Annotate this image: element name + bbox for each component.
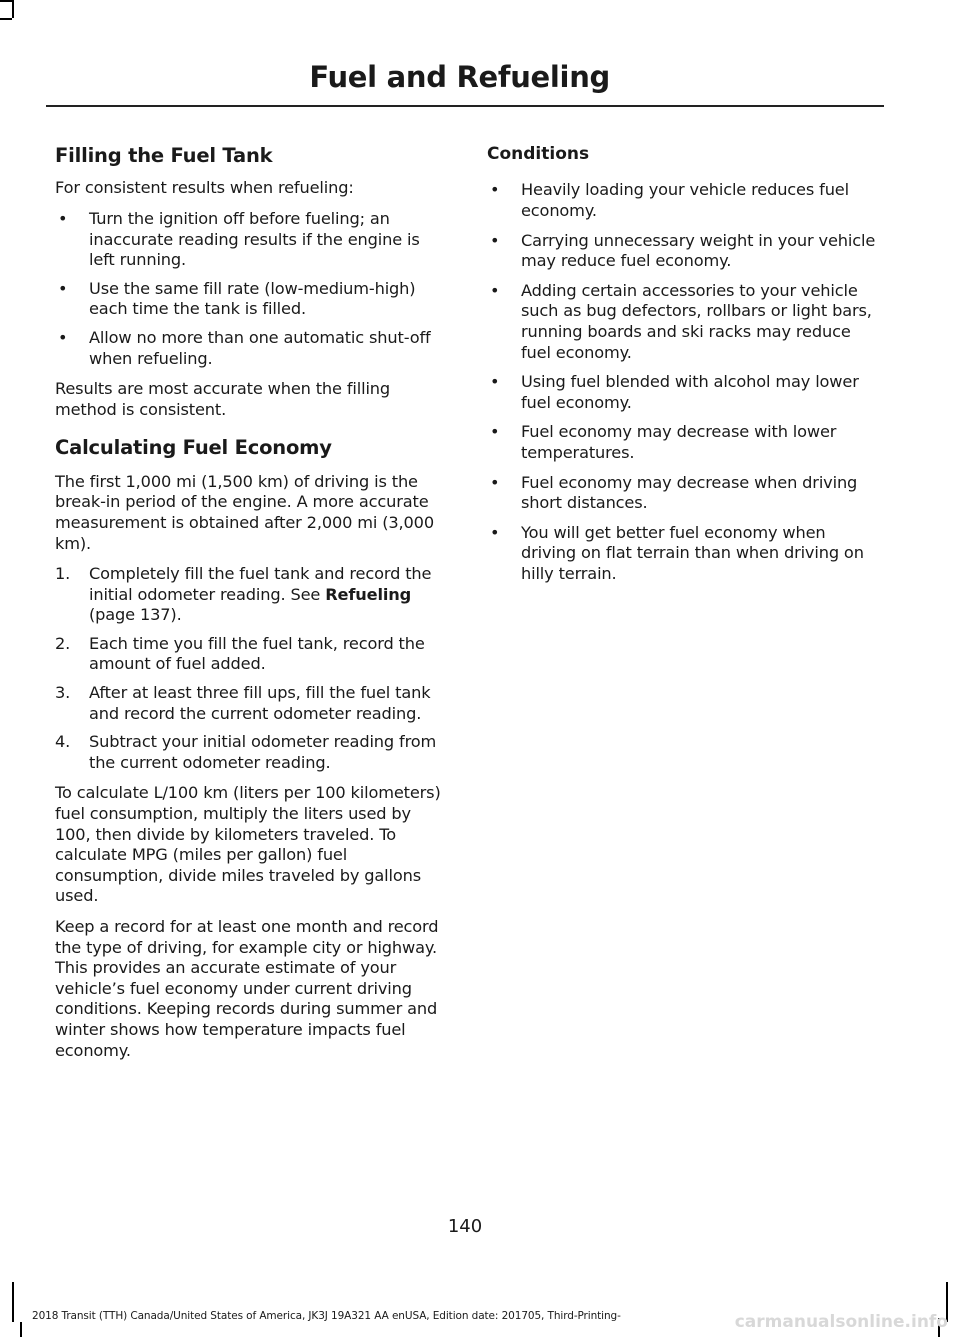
calculation-paragraph: To calculate L/100 km (liters per 100 kilometers) fuel consumption, multiply the liters used by 100, then divide by kilometers traveled. To calculate MPG (miles per gallon) fuel consumption, divide miles traveled by gallons used. [55,783,441,906]
header-divider [46,105,884,107]
crop-mark [20,1322,22,1337]
crop-mark [0,0,12,2]
list-item-text: You will get better fuel economy when driving on flat terrain than when driving on hilly terrain. [521,522,864,583]
list-item [487,422,882,463]
step-page-ref: (page 137). [89,605,182,625]
filling-bullet-list [55,209,450,369]
list-item-text: Turn the ignition off before fueling; an inaccurate reading results if the engine is left running. [89,208,420,270]
section-heading-calculating: Calculating Fuel Economy [55,436,332,460]
crop-mark [0,18,12,20]
section-heading-filling: Filling the Fuel Tank [55,144,273,167]
page-number: 140 [447,1216,483,1237]
step-item [55,564,450,626]
left-column [55,144,450,1071]
filling-closing: Results are most accurate when the filling method is consistent. [55,379,391,419]
list-item [487,281,882,363]
conditions-bullet-list [487,180,882,584]
list-item-text: Fuel economy may decrease when driving short distances. [521,472,858,513]
step-item [55,634,450,675]
step-item [55,683,450,724]
bullet-icon: • [58,327,68,347]
edition-footer: 2018 Transit (TTH) Canada/United States of America, JK3J 19A321 AA enUSA, Edition date: 201705, Third-Printing- [32,1310,621,1322]
bullet-icon: • [490,472,500,492]
calculating-intro: The first 1,000 mi (1,500 km) of driving is the break-in period of the engine. A more accurate measurement is obtained after 2,000 mi (3,000 km). [55,471,434,553]
list-item [487,523,882,585]
crop-mark [12,1282,14,1322]
bullet-icon: • [490,280,500,300]
list-item [487,180,882,221]
step-item [55,732,450,773]
step-text: Each time you fill the fuel tank, record the amount of fuel added. [89,633,425,674]
crop-mark [12,0,14,18]
page-header-title: Fuel and Refueling [309,60,610,94]
bullet-icon: • [490,522,500,542]
list-item-text: Allow no more than one automatic shut-off when refueling. [89,327,431,368]
refueling-link[interactable]: Refueling [325,584,412,604]
list-item [487,473,882,514]
bullet-icon: • [490,230,500,250]
list-item-text: Carrying unnecessary weight in your vehicle may reduce fuel economy. [521,230,876,271]
step-number: 4. [55,732,71,752]
step-number: 1. [55,564,71,584]
step-text: Subtract your initial odometer reading from the current odometer reading. [89,732,437,772]
list-item [487,231,882,272]
list-item-text: Use the same fill rate (low-medium-high) each time the tank is filled. [89,278,416,319]
list-item-text: Heavily loading your vehicle reduces fuel economy. [521,180,849,220]
step-text: Completely fill the fuel tank and record the initial odometer reading. See [89,564,432,604]
list-item-text: Fuel economy may decrease with lower temperatures. [521,422,837,462]
record-keeping-paragraph: Keep a record for at least one month and record the type of driving, for example city or highway. This provides an accurate estimate of your vehicle’s fuel economy under current driving conditions. Keeping records during summer and winter shows how temperature impacts fuel economy. [55,917,439,1060]
step-text: After at least three fill ups, fill the fuel tank and record the current odometer reading. [89,683,431,723]
bullet-icon: • [490,422,500,442]
right-column [487,144,882,594]
filling-intro: For consistent results when refueling: [55,178,354,198]
step-number: 2. [55,633,71,653]
bullet-icon: • [58,208,68,228]
list-item [55,328,450,369]
list-item [55,279,450,320]
list-item-text: Adding certain accessories to your vehicle such as bug defectors, rollbars or light bars, running boards and ski racks may reduce fuel economy. [521,280,872,362]
list-item [55,209,450,271]
watermark: carmanualsonline.info [734,1312,948,1332]
bullet-icon: • [490,180,500,200]
step-number: 3. [55,683,71,703]
section-heading-conditions: Conditions [487,144,590,164]
bullet-icon: • [490,372,500,392]
list-item [487,372,882,413]
calculating-steps [55,564,450,773]
bullet-icon: • [58,278,68,298]
list-item-text: Using fuel blended with alcohol may lower fuel economy. [521,372,859,412]
